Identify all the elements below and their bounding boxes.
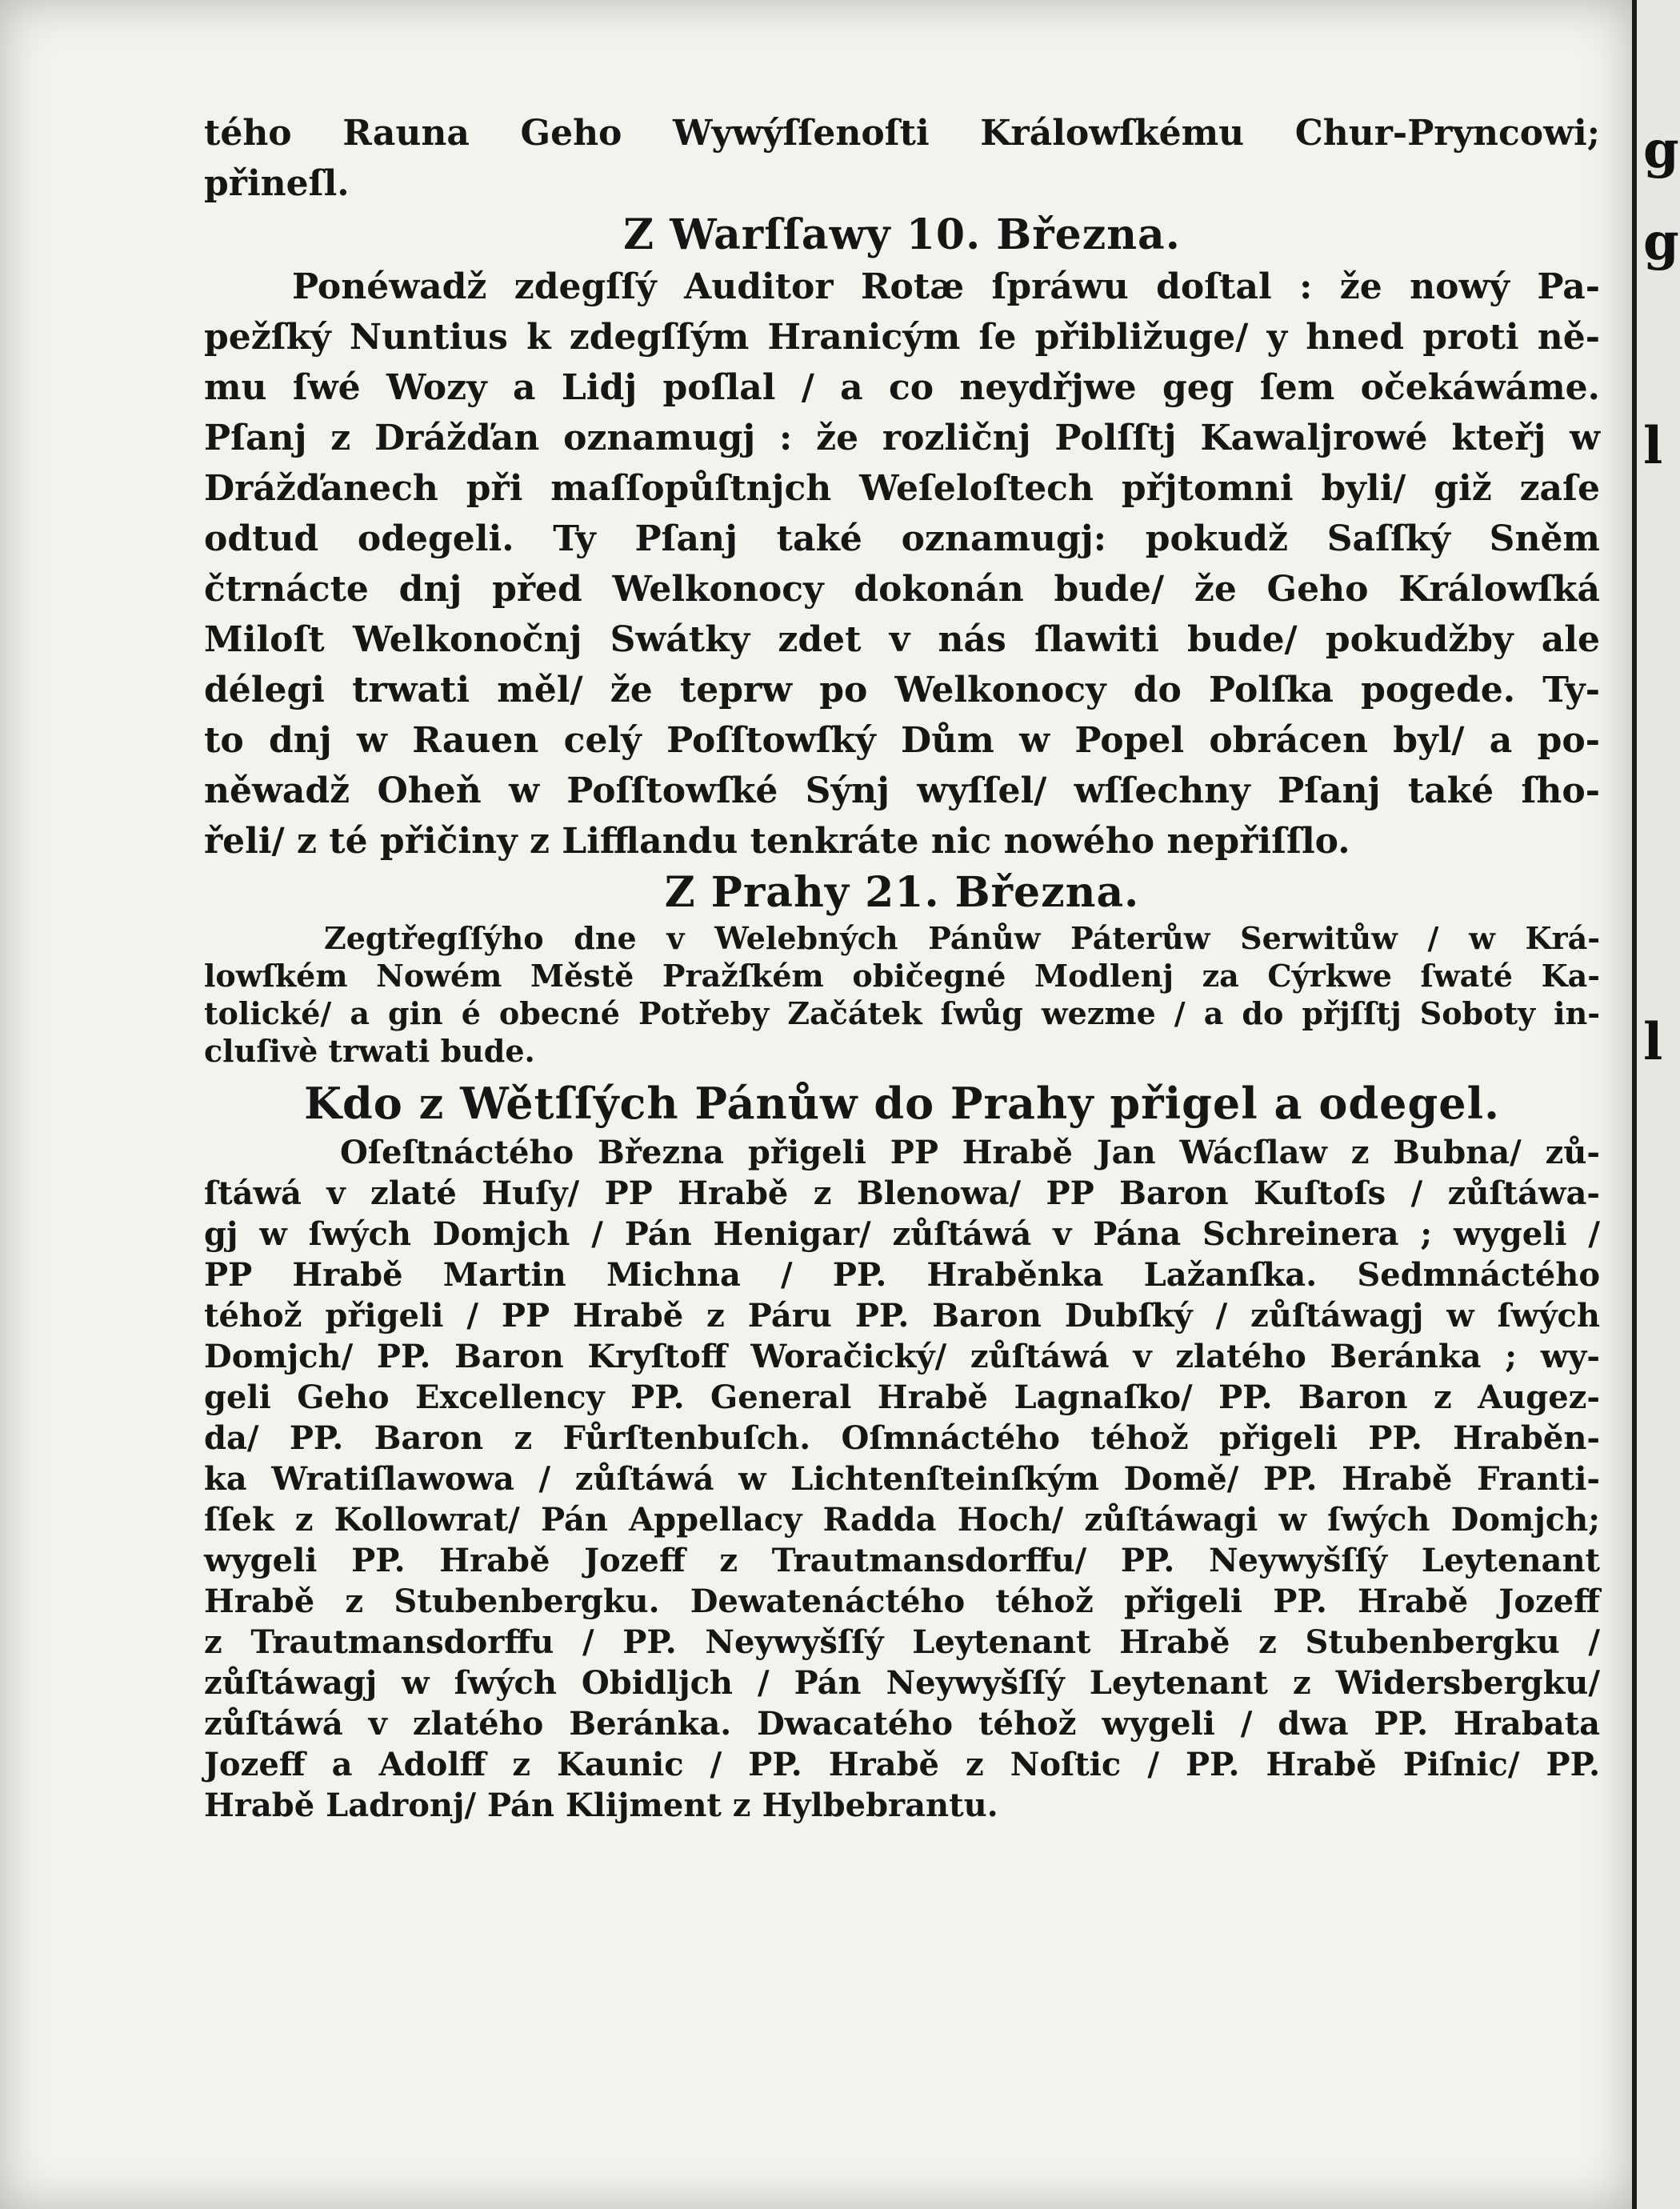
text-line: Hrabě z Stubenbergku. Dewatenáctého téhož přigeli PP. Hrabě Jozeff: [204, 1583, 1600, 1620]
text-line: Pſanj z Drážďan oznamugj : že rozličnj Polſſtj Kawaljrowé kteřj w: [204, 418, 1600, 458]
margin-fragment: g: [1643, 120, 1679, 180]
text-line: tého Rauna Geho Wywýſſenoſti Králowſkému Chur-Pryncowi;: [204, 113, 1600, 154]
text-line: zůſtáwagj w ſwých Obidljch / Pán Neywyšſſý Leytenant z Widersbergku/: [204, 1664, 1600, 1702]
text-line: to dnj w Rauen celý Poſſtowſký Dům w Popel obrácen byl/ a po-: [204, 720, 1600, 761]
text-line: z Trautmansdorffu / PP. Neywyšſſý Leytenant Hrabě z Stubenbergku /: [204, 1623, 1600, 1661]
adjacent-page-edge: [1632, 0, 1680, 2209]
text-line: přineſl.: [204, 163, 350, 204]
text-line: téhož přigeli / PP Hrabě z Páru PP. Baron Dubſký / zůſtáwagj w ſwých: [204, 1297, 1600, 1335]
text-line: ſtáwá v zlaté Huſy/ PP Hrabě z Blenowa/ PP Baron Kuſtoſs / zůſtáwa-: [204, 1175, 1600, 1212]
text-line: ka Wratiſlawowa / zůſtáwá w Lichtenſteinſkým Domě/ PP. Hrabě Franti-: [204, 1460, 1600, 1498]
paragraph-warsaw: [204, 262, 1600, 866]
text-line: Zegtřegſſýho dne v Welebných Pánůw Páterůw Serwitůw / w Krá-: [324, 920, 1600, 956]
text-line: da/ PP. Baron z Fůrſtenbuſch. Oſmnáctého téhož přigeli PP. Hraběn-: [204, 1419, 1600, 1457]
text-line: mu ſwé Wozy a Lidj poſlal / a co neydřjwe geg ſem očekáwáme.: [204, 367, 1600, 408]
text-line: geli Geho Excellency PP. General Hrabě Lagnaſko/ PP. Baron z Augez-: [204, 1379, 1600, 1416]
opening-paragraph: [204, 108, 1600, 209]
paragraph-prague: [204, 919, 1600, 1070]
text-line: PP Hrabě Martin Michna / PP. Hraběnka Lažanſka. Sedmnáctého: [204, 1256, 1600, 1294]
margin-fragment: g: [1643, 212, 1679, 272]
text-line: cluſivè trwati bude.: [204, 1033, 535, 1069]
text-line: Drážďanech při maſſopůſtnjch Weſeloſtech přjtomni byli/ giž zaſe: [204, 468, 1600, 509]
paragraph-arrivals: [204, 1132, 1600, 1826]
heading-prague: Z Prahy 21. Březnа.: [664, 868, 1140, 917]
text-line: ſſek z Kollowrat/ Pán Appellacy Radda Hoch/ zůſtáwagi w ſwých Domjch;: [204, 1501, 1600, 1539]
margin-fragment: l: [1643, 416, 1663, 476]
text-line: lowſkém Nowém Městě Pražſkém običegné Modlenj za Cýrkwe ſwaté Ka-: [204, 958, 1600, 994]
text-line: wygeli PP. Hrabě Jozeff z Trautmansdorffu/ PP. Neywyšſſý Leytenant: [204, 1542, 1600, 1579]
margin-fragment: l: [1643, 1012, 1663, 1072]
text-line: odtud odegeli. Ty Pſanj také oznamugj: pokudž Saſſký Sněm: [204, 518, 1600, 559]
text-line: Ponéwadž zdegſſý Auditor Rotæ ſpráwu doſtal : že nowý Pa-: [292, 266, 1600, 307]
heading-warsaw: Z Warſſawy 10. Březnа.: [623, 210, 1181, 259]
text-line: Miloſt Welkonočnj Swátky zdet v nás ſlawiti bude/ pokudžby ale: [204, 619, 1600, 660]
text-line: Hrabě Ladronj/ Pán Klijment z Hylbebrantu.: [204, 1787, 998, 1824]
text-line: zůſtáwá v zlatého Beránka. Dwacatého téhož wygeli / dwa PP. Hrabata: [204, 1705, 1600, 1743]
text-line: něwadž Oheň w Poſſtowſké Sýnj wyſſel/ wſſechny Pſanj také ſho-: [204, 770, 1600, 811]
document-text: [204, 108, 1600, 1826]
text-line: gj w ſwých Domjch / Pán Henigar/ zůſtáwá v Pána Schreinera ; wygeli /: [204, 1215, 1600, 1253]
text-line: Jozeff a Adolff z Kaunic / PP. Hrabě z Noſtic / PP. Hrabě Piſnic/ PP.: [204, 1746, 1600, 1783]
text-line: délegi trwati měl/ že teprw po Welkonocy do Polſka pogede. Ty-: [204, 670, 1600, 710]
heading-arrivals: Kdo z Wětſſých Pánůw do Prahy přigel a odegel.: [304, 1078, 1500, 1129]
text-line: čtrnácte dnj před Welkonocy dokonán bude/ že Geho Králowſká: [204, 569, 1600, 610]
text-line: řeli/ z té přičiny z Lifflandu tenkráte nic nowého nepřiſſlo.: [204, 821, 1350, 862]
text-line: Domjch/ PP. Baron Kryſtoff Woračický/ zůſtáwá v zlatého Beránka ; wy-: [204, 1338, 1600, 1375]
text-line: Oſeſtnáctého Března přigeli PP Hrabě Jan Wácſlaw z Bubna/ zů-: [340, 1134, 1600, 1171]
text-line: pežſký Nuntius k zdegſſým Hranicým ſe přibližuge/ y hned proti ně-: [204, 317, 1600, 358]
text-line: tolické/ a gin é obecné Potřeby Začátek ſwůg wezme / a do přjſſtj Soboty in-: [204, 995, 1600, 1031]
